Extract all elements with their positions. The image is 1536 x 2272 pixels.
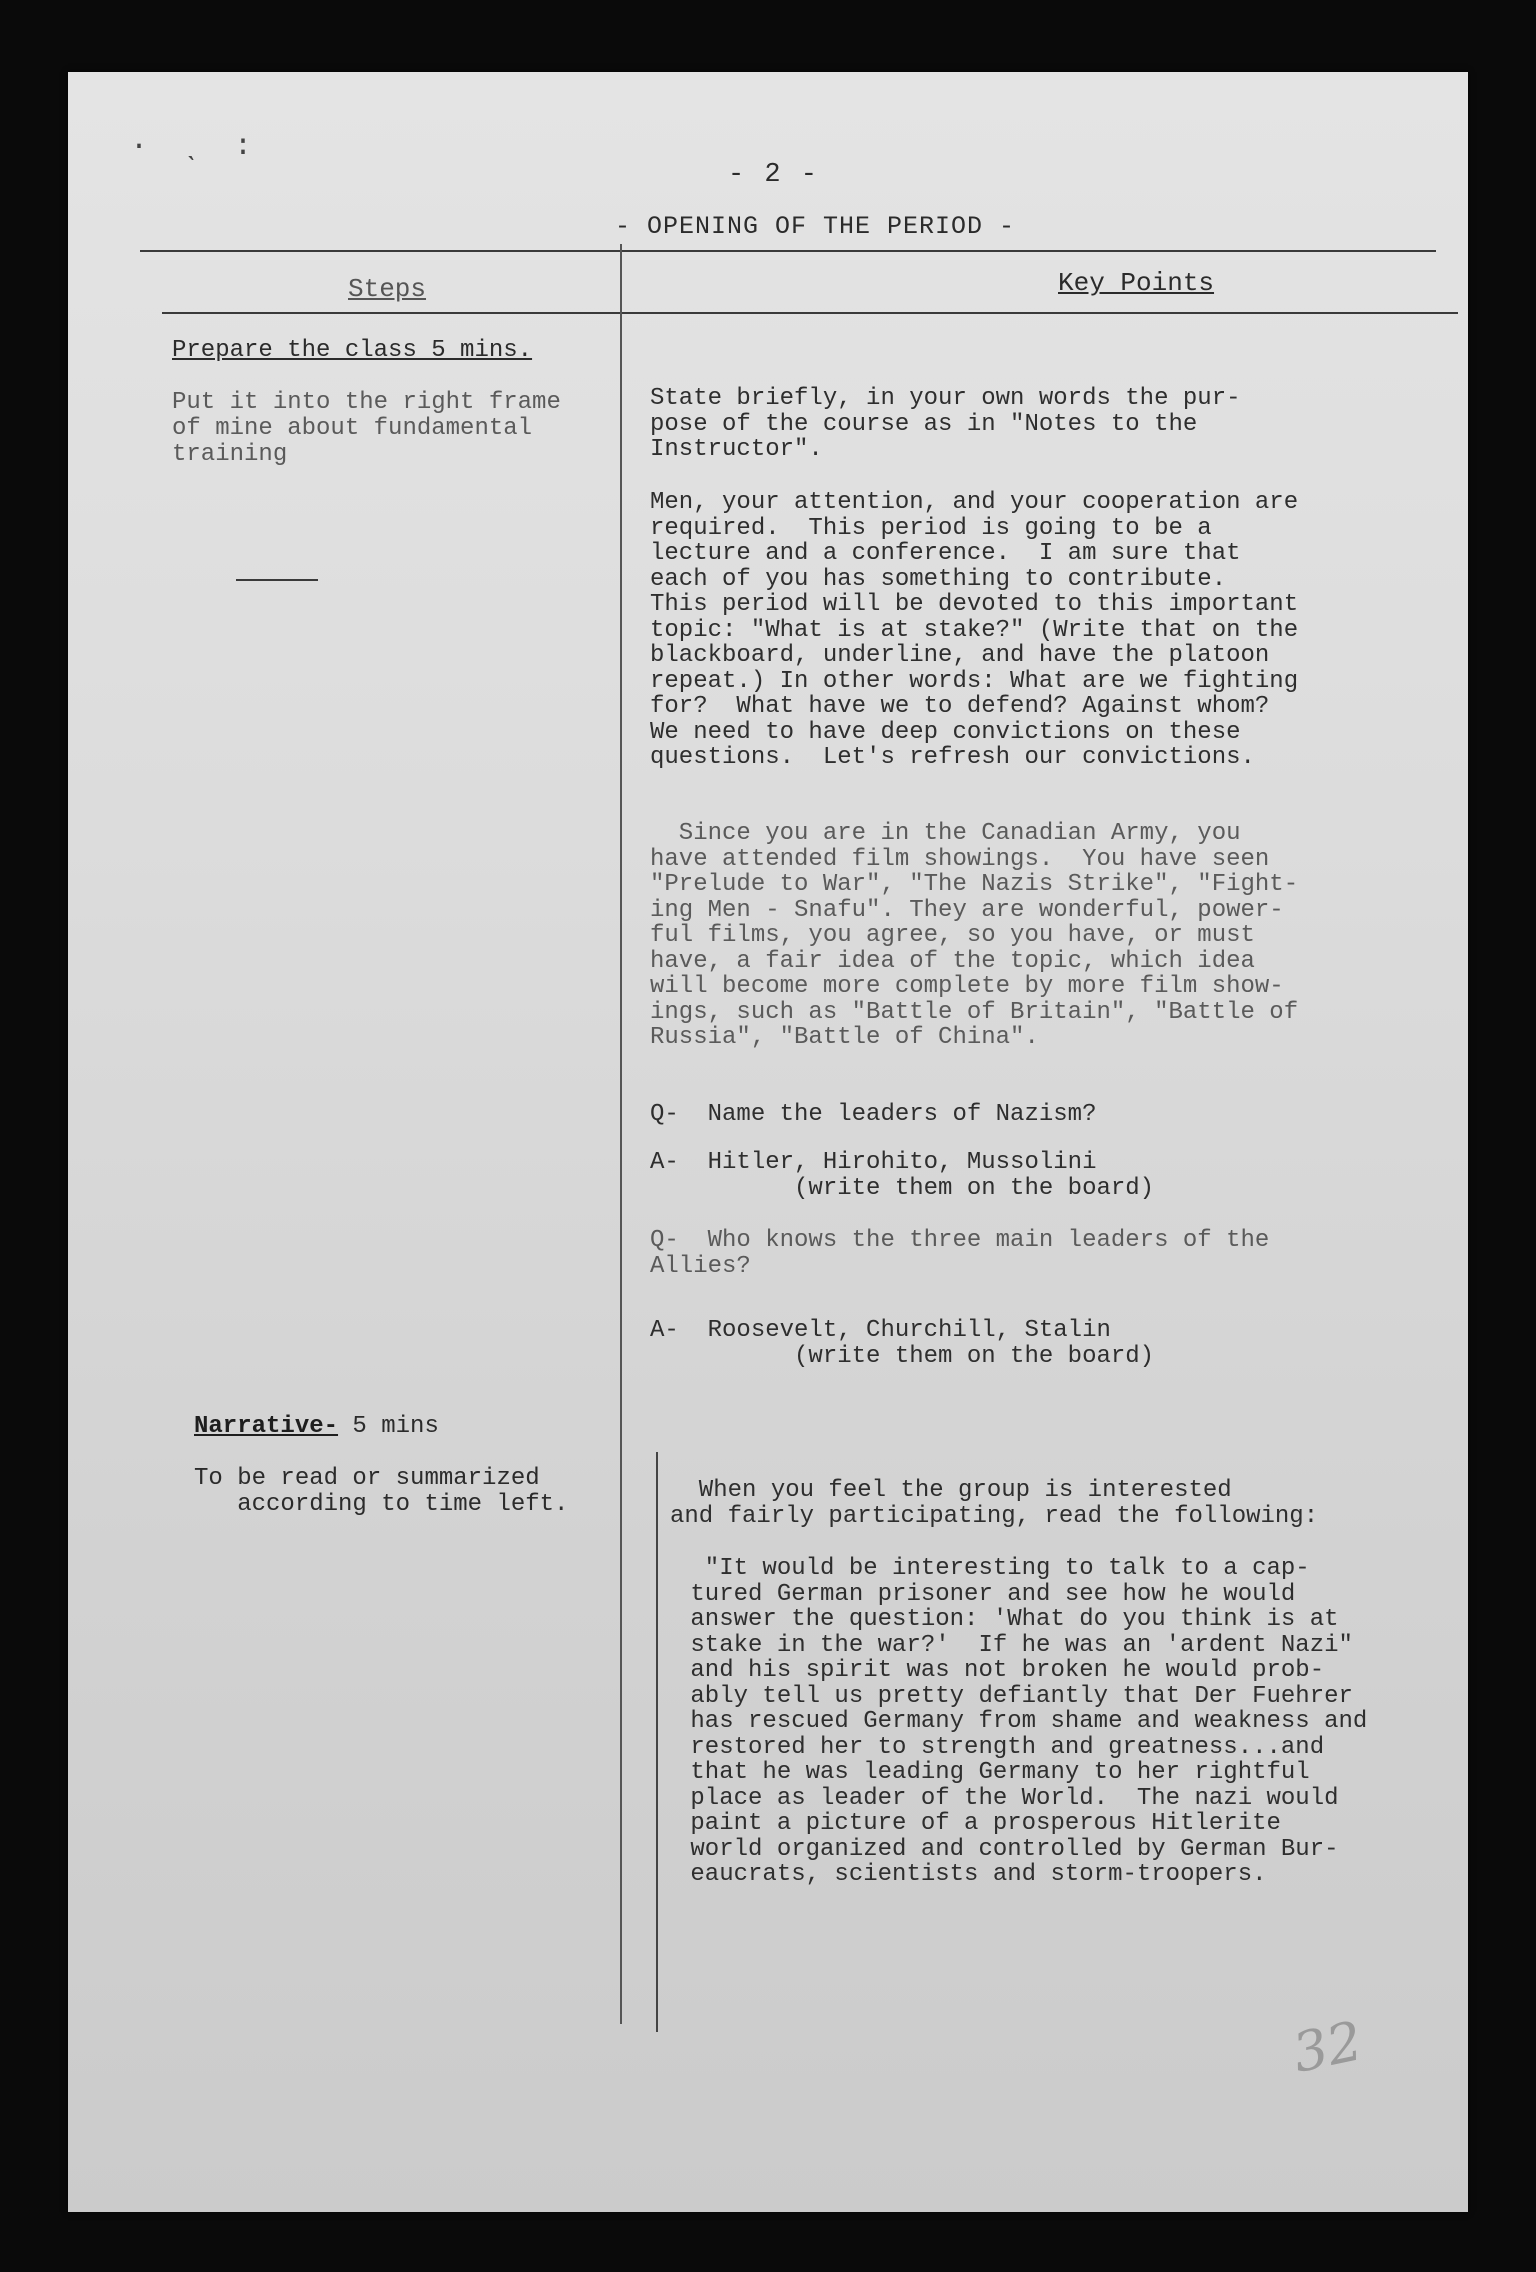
column-divider xyxy=(620,244,622,2024)
steps-column-header: Steps xyxy=(348,274,427,304)
key-point-purpose: State briefly, in your own words the pur- pose of the course as in "Notes to the Instructor". xyxy=(650,385,1241,463)
narrative-label: Narrative- xyxy=(194,1413,339,1440)
key-points-column-header: Key Points xyxy=(1058,268,1215,298)
short-dash-rule xyxy=(236,579,318,581)
key-point-films: Since you are in the Canadian Army, you have attended film showings. You have seen "Prelude to War", "The Nazis Strike", "Fight- ing Men - Snafu". They are wonderful, power- ful films, you agree, so you have, or must have, a fair idea of the topic, which idea will become more complete by more film show- ings, such as "Battle of Britain", "Battle of Russia", "Battle of China". xyxy=(650,820,1299,1051)
question-nazism-leaders: Q- Name the leaders of Nazism? xyxy=(650,1101,1097,1128)
quote-margin-rule xyxy=(656,1452,658,2032)
key-point-attention: Men, your attention, and your cooperation are required. This period is going to be a lecture and a conference. I am sure that each of you has something to contribute. This period will be devoted to this important topic: "What is at stake?" (Write that on the blackboard, underline, and have the platoon repeat.) In other words: What are we fighting for? What have we to defend? Against whom? We need to have deep convictions on these questions. Let's refresh our convictions. xyxy=(650,489,1299,771)
answer-allies-leaders: A- Roosevelt, Churchill, Stalin (write them on the board) xyxy=(650,1317,1155,1370)
step-prepare-class: Prepare the class 5 mins. xyxy=(172,337,533,364)
narrative-time: 5 mins xyxy=(338,1413,439,1440)
page-number: - 2 - xyxy=(728,160,820,190)
prisoner-quote: "It would be interesting to talk to a cap- tured German prisoner and see how he would answer the question: 'What do you think is at stake in the war?' If he was an 'ardent Nazi" and his spirit was not broken he would prob- ably tell us pretty defiantly that Der Fuehrer has rescued Germany from shame and weakness and restored her to strength and greatness...and that he was leading Germany to her rightful place as leader of the World. The nazi would paint a picture of a prosperous Hitlerite world organized and controlled by German Bur- eaucrats, scientists and storm-troopers. xyxy=(690,1555,1368,1888)
section-title: - OPENING OF THE PERIOD - xyxy=(615,212,1016,241)
top-rule xyxy=(140,250,1436,252)
handwritten-number: 32 xyxy=(1287,2009,1368,2085)
key-point-interested: When you feel the group is interested and fairly participating, read the following: xyxy=(670,1477,1319,1530)
question-allies-leaders: Q- Who knows the three main leaders of the Allies? xyxy=(650,1227,1270,1280)
step-narrative-instructions: To be read or summarized according to time left. xyxy=(194,1465,569,1518)
header-rule xyxy=(162,312,1458,314)
dust-specks: · ˎ : xyxy=(130,130,261,164)
answer-nazism-leaders: A- Hitler, Hirohito, Mussolini (write them on the board) xyxy=(650,1149,1155,1202)
document-page xyxy=(68,72,1468,2212)
step-right-frame: Put it into the right frame of mine about fundamental training xyxy=(172,389,561,468)
step-narrative xyxy=(194,1414,439,1440)
